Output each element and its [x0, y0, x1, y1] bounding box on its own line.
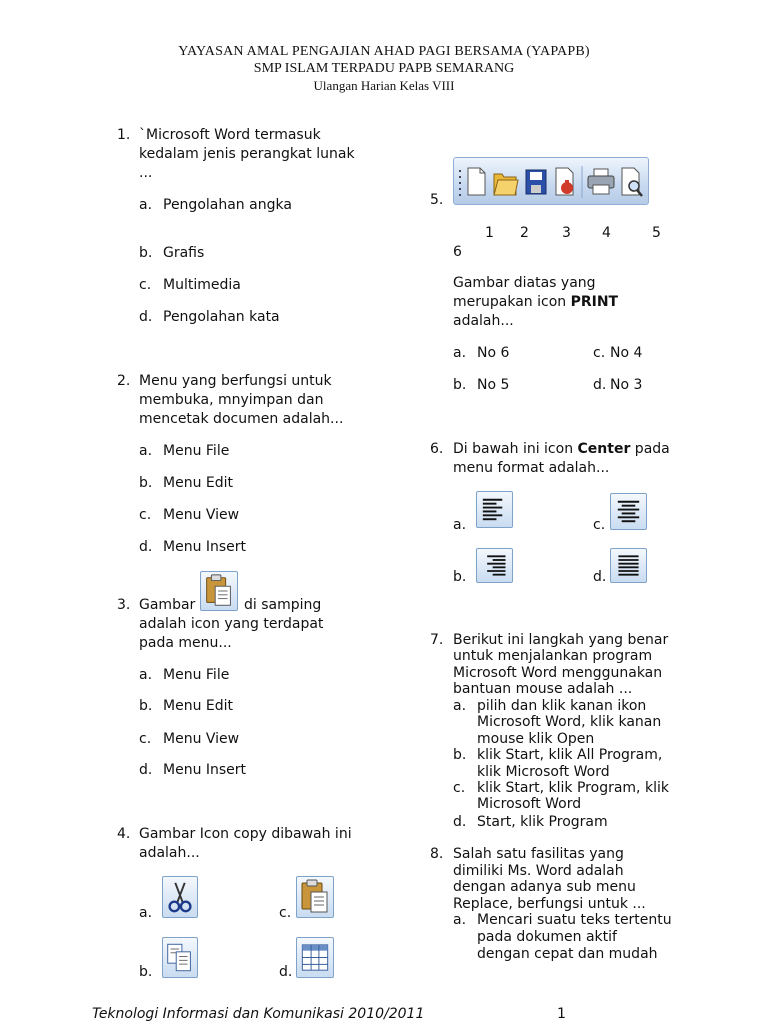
school-name: SMP ISLAM TERPADU PAPB SEMARANG [253, 61, 515, 76]
option-letter: a. [453, 698, 467, 714]
option-text: Multimedia [163, 277, 241, 293]
option-text: pilih dan klik kanan ikon [477, 698, 647, 714]
option-text: Menu Insert [163, 762, 247, 778]
option-letter: a. [139, 197, 153, 213]
option-text: Menu Insert [163, 539, 247, 555]
question-text: Microsoft Word menggunakan [453, 665, 663, 681]
standard-toolbar [453, 157, 649, 205]
option-letter: d. [139, 309, 153, 325]
question-text-part: merupakan icon [453, 294, 571, 310]
option-text: Microsoft Word [477, 796, 582, 812]
option-text: No 5 [477, 377, 510, 393]
option-letter: a. [139, 667, 153, 683]
option-letter: d. [453, 814, 467, 830]
question-text: `Microsoft Word termasuk [139, 127, 321, 143]
print-icon [588, 169, 614, 194]
option-text: No 3 [610, 377, 643, 393]
option-text: dengan cepat dan mudah [477, 946, 658, 962]
question-text: Gambar [139, 597, 196, 613]
option-text: Mencari suatu teks tertentu [477, 912, 672, 928]
question-text: Menu yang berfungsi untuk [139, 373, 332, 389]
question-text: menu format adalah... [453, 460, 610, 476]
toolbar-number-label: 3 [562, 225, 571, 241]
question-text-part: pada [630, 441, 670, 457]
question-text: pada menu... [139, 635, 232, 651]
question-text-part: Di bawah ini icon [453, 441, 578, 457]
question-text: ... [139, 165, 153, 181]
paste-icon [296, 876, 334, 918]
option-letter: d. [593, 377, 607, 393]
option-text: Pengolahan angka [163, 197, 292, 213]
footer-subject: Teknologi Informasi dan Komunikasi 2010/2011 [92, 1006, 425, 1022]
option-letter: d. [593, 569, 607, 585]
option-letter: b. [139, 964, 153, 980]
question-number: 2. [117, 373, 131, 389]
page-number: 1 [557, 1006, 566, 1022]
option-letter: d. [139, 762, 153, 778]
option-letter: c. [453, 780, 466, 796]
question-text: kedalam jenis perangkat lunak [139, 146, 355, 162]
option-letter: c. [139, 507, 152, 523]
question-text: Gambar diatas yang [453, 275, 596, 291]
toolbar-number-label: 1 [485, 225, 494, 241]
cut-icon [162, 876, 198, 918]
option-letter: b. [139, 698, 153, 714]
option-letter: a. [453, 912, 467, 928]
option-text: Menu File [163, 667, 230, 683]
option-letter: b. [139, 245, 153, 261]
question-text: mencetak documen adalah... [139, 411, 344, 427]
question-text: bantuan mouse adalah ... [453, 681, 633, 697]
paste-icon [200, 571, 238, 611]
justify-icon [610, 548, 647, 583]
school-foundation-title: YAYASAN AMAL PENGAJIAN AHAD PAGI BERSAMA (YAPAPB) [178, 44, 590, 59]
option-text: Start, klik Program [477, 814, 608, 830]
question-text: Berikut ini langkah yang benar [453, 632, 669, 648]
question-number: 8. [430, 846, 444, 862]
option-letter: c. [593, 345, 606, 361]
option-text: klik Microsoft Word [477, 764, 610, 780]
option-letter: d. [279, 964, 293, 980]
option-letter: c. [279, 905, 292, 921]
option-letter: c. [139, 277, 152, 293]
option-text: No 4 [610, 345, 643, 361]
option-text: Pengolahan kata [163, 309, 280, 325]
question-text: dengan adanya sub menu [453, 879, 636, 895]
option-text: klik Start, klik Program, klik [477, 780, 669, 796]
option-text: Menu File [163, 443, 230, 459]
option-letter: a. [139, 905, 153, 921]
question-keyword: PRINT [570, 294, 619, 310]
toolbar-number-label: 4 [602, 225, 611, 241]
toolbar-number-label: 6 [453, 244, 462, 260]
question-number: 6. [430, 441, 444, 457]
question-number: 5. [430, 192, 444, 208]
question-text: adalah icon yang terdapat [139, 616, 324, 632]
question-text: di samping [244, 597, 322, 613]
question-text [453, 440, 670, 459]
question-text: dimiliki Ms. Word adalah [453, 863, 624, 879]
new-document-icon [468, 168, 485, 195]
copy-icon [162, 937, 198, 978]
option-letter: b. [453, 747, 467, 763]
option-letter: b. [453, 377, 467, 393]
question-number: 7. [430, 632, 444, 648]
toolbar-number-label: 5 [652, 225, 661, 241]
question-text: untuk menjalankan program [453, 648, 653, 664]
question-number: 4. [117, 826, 131, 842]
permission-icon [556, 168, 573, 195]
question-number: 1. [117, 127, 131, 143]
save-icon [526, 170, 546, 194]
toolbar-number-label: 2 [520, 225, 529, 241]
question-text: Replace, berfungsi untuk ... [453, 896, 646, 912]
option-letter: c. [593, 517, 606, 533]
option-text: klik Start, klik All Program, [477, 747, 663, 763]
option-letter: a. [453, 345, 467, 361]
question-text: membuka, mnyimpan dan [139, 392, 324, 408]
option-letter: a. [139, 443, 153, 459]
option-text: pada dokumen aktif [477, 929, 617, 945]
open-folder-icon [494, 174, 518, 195]
option-text: Microsoft Word, klik kanan [477, 714, 662, 730]
question-number: 3. [117, 597, 131, 613]
question-text: Gambar Icon copy dibawah ini [139, 826, 352, 842]
align-right-icon [476, 548, 513, 583]
option-text: mouse klik Open [477, 731, 595, 747]
print-preview-icon [622, 168, 642, 196]
align-left-icon [476, 491, 513, 528]
option-letter: b. [453, 569, 467, 585]
option-text: Menu View [163, 731, 240, 747]
option-text: Menu View [163, 507, 240, 523]
table-icon [296, 937, 334, 978]
option-text: Grafis [163, 245, 205, 261]
option-letter: c. [139, 731, 152, 747]
option-letter: a. [453, 517, 467, 533]
option-text: Menu Edit [163, 698, 233, 714]
exam-title: Ulangan Harian Kelas VIII [313, 78, 455, 93]
question-text: adalah... [139, 845, 200, 861]
question-text [453, 293, 618, 312]
option-text: Menu Edit [163, 475, 233, 491]
option-text: No 6 [477, 345, 510, 361]
option-letter: d. [139, 539, 153, 555]
toolbar-grip-icon [459, 170, 461, 196]
option-letter: b. [139, 475, 153, 491]
toolbar-graphic [454, 158, 650, 206]
question-text: adalah... [453, 313, 514, 329]
align-center-icon [610, 493, 647, 530]
question-text: Salah satu fasilitas yang [453, 846, 624, 862]
question-keyword: Center [577, 441, 631, 457]
